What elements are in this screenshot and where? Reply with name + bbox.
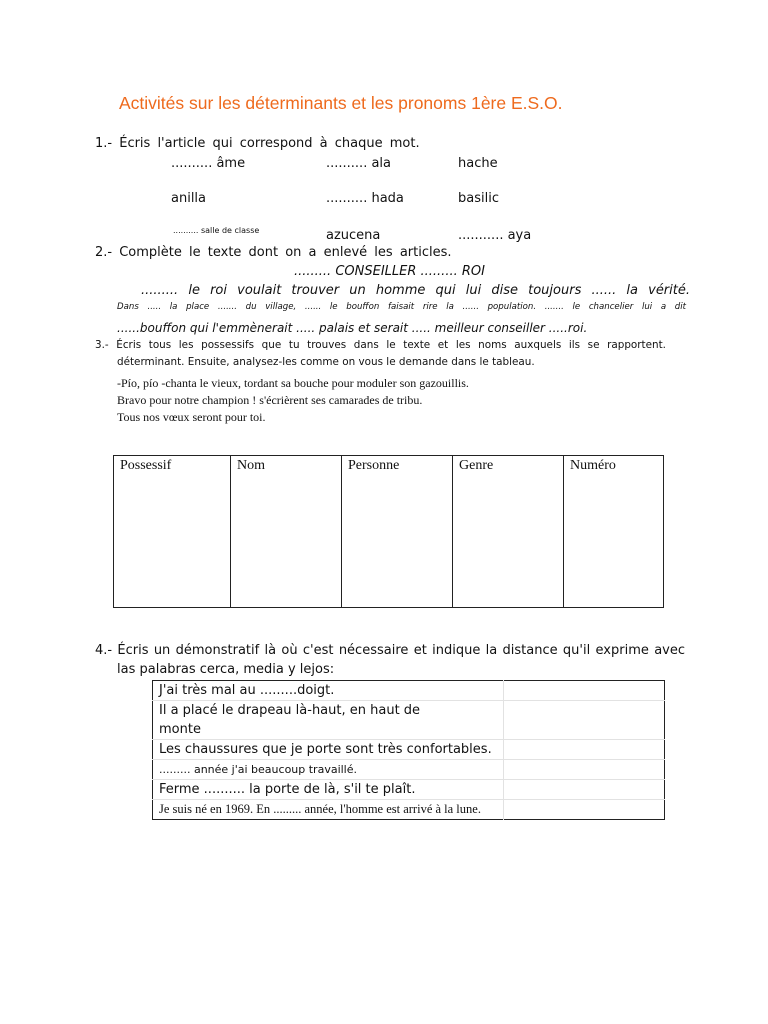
demonstratives-table	[152, 680, 665, 820]
q1-word: .......... hada	[326, 191, 404, 206]
column-header-possessif: Possessif	[114, 456, 231, 608]
table-row	[153, 780, 665, 800]
table-row	[153, 681, 665, 701]
q1-word: hache	[458, 156, 498, 171]
page-title: Activités sur les déterminants et les pronoms 1ère E.S.O.	[119, 93, 563, 113]
q1-word: .......... âme	[171, 156, 246, 171]
q1-word: azucena	[326, 228, 381, 243]
q3-text-line: -Pío, pío -chanta le vieux, tordant sa bouche pour moduler son gazouillis.	[117, 376, 469, 390]
q4-prompt: 4.- Écris un démonstratif là où c'est nécessaire et indique la distance qu'il exprime avec	[95, 643, 685, 658]
column-header-nom: Nom	[231, 456, 342, 608]
sentence-cell: ......... année j'ai beaucoup travaillé.	[153, 760, 504, 780]
q1-prompt: 1.- Écris l'article qui correspond à chaque mot.	[95, 136, 420, 151]
answer-cell[interactable]	[504, 740, 665, 760]
column-header-personne: Personne	[342, 456, 453, 608]
table-row	[153, 701, 665, 740]
q2-text-line: ......... le roi voulait trouver un homme qui lui dise toujours ...... la vérité.	[141, 283, 690, 298]
q2-text-line: ......bouffon qui l'emmènerait ..... palais et serait ..... meilleur conseiller .....roi.	[117, 321, 588, 335]
sentence-cell: Je suis né en 1969. En ......... année, l'homme est arrivé à la lune.	[153, 800, 504, 820]
q1-word: ........... aya	[458, 228, 532, 243]
q2-subtitle: ......... CONSEILLER ......... ROI	[294, 264, 485, 279]
q2-text-line: Dans ..... la place ....... du village, ...... le bouffon faisait rire la ...... population. ....... le chancelier lui a dit	[117, 302, 686, 312]
q1-word: .......... ala	[326, 156, 391, 171]
q4-prompt: las palabras cerca, media y lejos:	[117, 662, 335, 677]
q3-prompt: déterminant. Ensuite, analysez-les comme on vous le demande dans le tableau.	[117, 356, 535, 368]
sentence-cell: Les chaussures que je porte sont très confortables.	[153, 740, 504, 760]
q1-word: .......... salle de classe	[173, 226, 260, 235]
q1-word: basilic	[458, 191, 499, 206]
table-row	[153, 740, 665, 760]
table-row	[153, 760, 665, 780]
possessives-table	[113, 455, 664, 608]
q3-prompt: 3.- Écris tous les possessifs que tu trouves dans le texte et les noms auxquels ils se rapportent.	[95, 339, 666, 351]
q1-word: anilla	[171, 191, 207, 206]
sentence-cell: J'ai très mal au .........doigt.	[159, 683, 335, 698]
sentence-cell: Il a placé le drapeau là-haut, en haut de monte	[153, 701, 504, 740]
q3-text-line: Bravo pour notre champion ! s'écrièrent ses camarades de tribu.	[117, 393, 423, 407]
answer-cell[interactable]	[504, 760, 665, 780]
sentence-cell: Ferme .......... la porte de là, s'il te plaît.	[153, 780, 504, 800]
column-header-genre: Genre	[453, 456, 564, 608]
answer-cell[interactable]	[504, 780, 665, 800]
q2-prompt: 2.- Complète le texte dont on a enlevé les articles.	[95, 245, 452, 260]
answer-cell[interactable]	[504, 681, 665, 701]
answer-cell[interactable]	[504, 800, 665, 820]
q3-text-line: Tous nos vœux seront pour toi.	[117, 410, 266, 424]
column-header-numero: Numéro	[564, 456, 664, 608]
table-row	[153, 800, 665, 820]
answer-cell[interactable]	[504, 701, 665, 740]
